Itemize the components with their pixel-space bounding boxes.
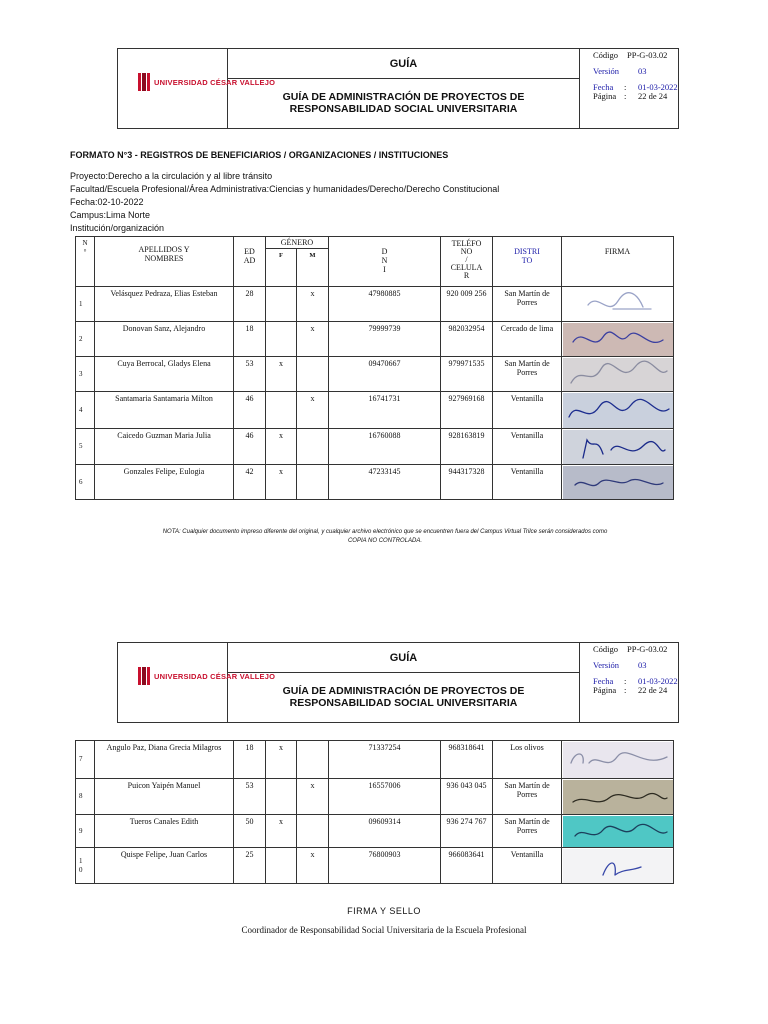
version-value: 03 xyxy=(638,66,647,76)
fecha-value: 01-03-2022 xyxy=(638,676,678,686)
signature-scribble xyxy=(563,357,673,391)
cell-distrito: Los olivos xyxy=(493,741,562,779)
signature-scribble xyxy=(563,322,673,356)
fecha-colon: : xyxy=(624,82,627,92)
pagina-label: Página xyxy=(593,91,617,101)
th-dni: D N I xyxy=(329,237,441,287)
cell-firma xyxy=(562,741,674,779)
cell-distrito: Ventanilla xyxy=(493,465,562,500)
cell-distrito: San Martín de Porres xyxy=(493,779,562,815)
cell-dni: 09470667 xyxy=(329,357,441,392)
proyecto-line: Proyecto:Derecho a la circulación y al libre tránsito xyxy=(70,171,273,181)
cell-telefono: 944317328 xyxy=(441,465,493,500)
signature-scribble xyxy=(563,814,673,848)
cell-nombre: Velásquez Pedraza, Elias Esteban xyxy=(95,287,234,322)
cell-firma xyxy=(562,287,674,322)
university-name: UNIVERSIDAD CÉSAR VALLEJO xyxy=(154,671,276,681)
cell-n: 7 xyxy=(76,741,95,779)
codigo-label: Código xyxy=(593,644,619,654)
signature-image xyxy=(563,849,673,883)
cell-telefono: 936 274 767 xyxy=(441,815,493,848)
th-distrito: DISTRI TO xyxy=(493,237,562,287)
doc-title: GUÍA DE ADMINISTRACIÓN DE PROYECTOS DE RESPONSABILIDAD SOCIAL UNIVERSITARIA xyxy=(282,91,525,115)
fecha-value: 01-03-2022 xyxy=(638,82,678,92)
table-row xyxy=(76,287,674,322)
cell-telefono: 982032954 xyxy=(441,322,493,357)
cell-dni: 09609314 xyxy=(329,815,441,848)
pagina-label: Página xyxy=(593,685,617,695)
signature-image xyxy=(563,816,673,847)
codigo-label: Código xyxy=(593,50,619,60)
university-emblem-icon xyxy=(138,667,150,685)
cell-dni: 47980885 xyxy=(329,287,441,322)
cell-f xyxy=(266,848,297,884)
cell-firma xyxy=(562,429,674,465)
cell-n: 9 xyxy=(76,815,95,848)
cell-n: 1 xyxy=(76,287,95,322)
nota-copia: NOTA: Cualquier documento impreso diferente del original, y cualquier archivo electrónico que se encuentren fuera del Campus Virtual Trilce serán considerados como COPIA NO CONTROLADA. xyxy=(162,529,608,544)
cell-edad: 18 xyxy=(234,322,266,357)
cell-firma xyxy=(562,357,674,392)
table-row xyxy=(76,322,674,357)
cell-dni: 76800903 xyxy=(329,848,441,884)
cell-m xyxy=(297,357,329,392)
cell-distrito: Ventanilla xyxy=(493,392,562,429)
cell-telefono: 936 043 045 xyxy=(441,779,493,815)
signature-image xyxy=(563,323,673,356)
cell-f xyxy=(266,287,297,322)
cell-dni: 47233145 xyxy=(329,465,441,500)
codigo-value: PP-G-03.02 xyxy=(627,644,668,654)
cell-firma xyxy=(562,322,674,357)
cell-nombre: Caicedo Guzman Maria Julia xyxy=(95,429,234,465)
cell-distrito: Cercado de lima xyxy=(493,322,562,357)
cell-firma xyxy=(562,848,674,884)
cell-telefono: 966083641 xyxy=(441,848,493,884)
signature-scribble xyxy=(563,393,673,427)
cell-m xyxy=(297,741,329,779)
cell-nombre: Puicon Yaipén Manuel xyxy=(95,779,234,815)
beneficiaries-table xyxy=(75,236,674,500)
doc-meta xyxy=(581,645,679,702)
firma-sello-label: FIRMA Y SELLO xyxy=(347,906,421,916)
version-label: Versión xyxy=(593,66,619,76)
university-emblem-icon xyxy=(138,73,150,91)
cell-m: x xyxy=(297,287,329,322)
document-header-page2 xyxy=(117,642,679,723)
cell-telefono: 920 009 256 xyxy=(441,287,493,322)
table-row xyxy=(76,779,674,815)
version-value: 03 xyxy=(638,660,647,670)
cell-n: 2 xyxy=(76,322,95,357)
campus-line: Campus:Lima Norte xyxy=(70,210,151,220)
fecha-colon: : xyxy=(624,676,627,686)
cell-edad: 46 xyxy=(234,392,266,429)
th-n: N ° xyxy=(76,237,95,287)
th-m: M xyxy=(297,249,329,287)
cell-edad: 53 xyxy=(234,779,266,815)
table-row xyxy=(76,392,674,429)
signature-image xyxy=(563,780,673,814)
cell-n: 4 xyxy=(76,392,95,429)
signature-scribble xyxy=(563,780,673,814)
doc-meta xyxy=(581,51,679,108)
signature-scribble xyxy=(563,430,673,464)
signature-image xyxy=(563,466,673,499)
cell-m: x xyxy=(297,848,329,884)
cell-telefono: 928163819 xyxy=(441,429,493,465)
signature-scribble xyxy=(563,287,673,321)
table-row xyxy=(76,815,674,848)
cell-f: x xyxy=(266,465,297,500)
table-row xyxy=(76,357,674,392)
cell-f: x xyxy=(266,429,297,465)
cell-nombre: Santamaria Santamaria Milton xyxy=(95,392,234,429)
cell-firma xyxy=(562,392,674,429)
university-name: UNIVERSIDAD CÉSAR VALLEJO xyxy=(154,77,276,87)
cell-distrito: San Martín de Porres xyxy=(493,357,562,392)
cell-firma xyxy=(562,815,674,848)
cell-m: x xyxy=(297,322,329,357)
table-row xyxy=(76,465,674,500)
cell-dni: 16741731 xyxy=(329,392,441,429)
cell-distrito: San Martín de Porres xyxy=(493,815,562,848)
cell-firma xyxy=(562,465,674,500)
beneficiaries-table-continued xyxy=(75,740,674,884)
th-f: F xyxy=(266,249,297,287)
cell-telefono: 927969168 xyxy=(441,392,493,429)
signature-image xyxy=(563,430,673,464)
formato-title: FORMATO N°3 - REGISTROS DE BENEFICIARIOS / ORGANIZACIONES / INSTITUCIONES xyxy=(70,150,449,160)
th-apellidos: APELLIDOS Y NOMBRES xyxy=(95,237,234,287)
cell-n: 3 xyxy=(76,357,95,392)
cell-f xyxy=(266,392,297,429)
cell-edad: 18 xyxy=(234,741,266,779)
th-telefono: TELÉFO NO / CELULA R xyxy=(441,237,493,287)
cell-edad: 25 xyxy=(234,848,266,884)
logo-cell xyxy=(118,643,276,722)
institucion-line: Institución/organización xyxy=(70,223,165,233)
cell-nombre: Cuya Berrocal, Gladys Elena xyxy=(95,357,234,392)
logo-cell xyxy=(118,49,276,128)
cell-nombre: Quispe Felipe, Juan Carlos xyxy=(95,848,234,884)
cell-firma xyxy=(562,779,674,815)
signature-image xyxy=(563,358,673,391)
cell-n: 5 xyxy=(76,429,95,465)
cell-distrito: San Martín de Porres xyxy=(493,287,562,322)
cell-f xyxy=(266,322,297,357)
pagina-value: 22 de 24 xyxy=(638,91,668,101)
cell-f xyxy=(266,779,297,815)
signature-image xyxy=(563,393,673,428)
cell-distrito: Ventanilla xyxy=(493,848,562,884)
cell-distrito: Ventanilla xyxy=(493,429,562,465)
th-genero: GÉNERO xyxy=(266,237,329,249)
cell-nombre: Tueros Canales Edith xyxy=(95,815,234,848)
cell-edad: 46 xyxy=(234,429,266,465)
doc-title: GUÍA DE ADMINISTRACIÓN DE PROYECTOS DE RESPONSABILIDAD SOCIAL UNIVERSITARIA xyxy=(282,685,525,709)
cell-telefono: 968318641 xyxy=(441,741,493,779)
cell-dni: 79999739 xyxy=(329,322,441,357)
table-row xyxy=(76,741,674,779)
version-label: Versión xyxy=(593,660,619,670)
cell-nombre: Donovan Sanz, Alejandro xyxy=(95,322,234,357)
cell-dni: 71337254 xyxy=(329,741,441,779)
cell-edad: 42 xyxy=(234,465,266,500)
cell-m xyxy=(297,429,329,465)
cell-n: 6 xyxy=(76,465,95,500)
signature-image xyxy=(563,288,673,321)
table-header-row xyxy=(76,237,674,249)
cell-edad: 53 xyxy=(234,357,266,392)
cell-n: 8 xyxy=(76,779,95,815)
pagina-value: 22 de 24 xyxy=(638,685,668,695)
document-header xyxy=(117,48,679,129)
cell-f: x xyxy=(266,357,297,392)
cell-telefono: 979971535 xyxy=(441,357,493,392)
signature-scribble xyxy=(563,849,673,883)
pagina-colon: : xyxy=(624,685,627,695)
coordinador-label: Coordinador de Responsabilidad Social Universitaria de la Escuela Profesional xyxy=(241,925,527,935)
signature-image xyxy=(563,742,673,778)
th-edad: ED AD xyxy=(234,237,266,287)
cell-m: x xyxy=(297,779,329,815)
signature-scribble xyxy=(563,465,673,499)
fecha-label: Fecha xyxy=(593,676,614,686)
cell-n: 1 0 xyxy=(76,848,95,884)
cell-m xyxy=(297,465,329,500)
cell-nombre: Angulo Paz, Diana Grecia Milagros xyxy=(95,741,234,779)
cell-m xyxy=(297,815,329,848)
cell-dni: 16557006 xyxy=(329,779,441,815)
doc-type-title: GUÍA xyxy=(228,643,579,673)
cell-dni: 16760088 xyxy=(329,429,441,465)
fecha-line: Fecha:02-10-2022 xyxy=(70,197,144,207)
cell-f: x xyxy=(266,815,297,848)
table-row xyxy=(76,429,674,465)
fecha-label: Fecha xyxy=(593,82,614,92)
facultad-line: Facultad/Escuela Profesional/Área Administrativa:Ciencias y humanidades/Derecho/Derecho Constitucional xyxy=(70,184,500,194)
cell-nombre: Gonzales Felipe, Eulogia xyxy=(95,465,234,500)
cell-edad: 50 xyxy=(234,815,266,848)
table-row xyxy=(76,848,674,884)
cell-edad: 28 xyxy=(234,287,266,322)
codigo-value: PP-G-03.02 xyxy=(627,50,668,60)
cell-m: x xyxy=(297,392,329,429)
cell-f: x xyxy=(266,741,297,779)
signature-scribble xyxy=(563,743,673,777)
doc-type-title: GUÍA xyxy=(228,49,579,79)
pagina-colon: : xyxy=(624,91,627,101)
th-firma: FIRMA xyxy=(562,237,674,287)
